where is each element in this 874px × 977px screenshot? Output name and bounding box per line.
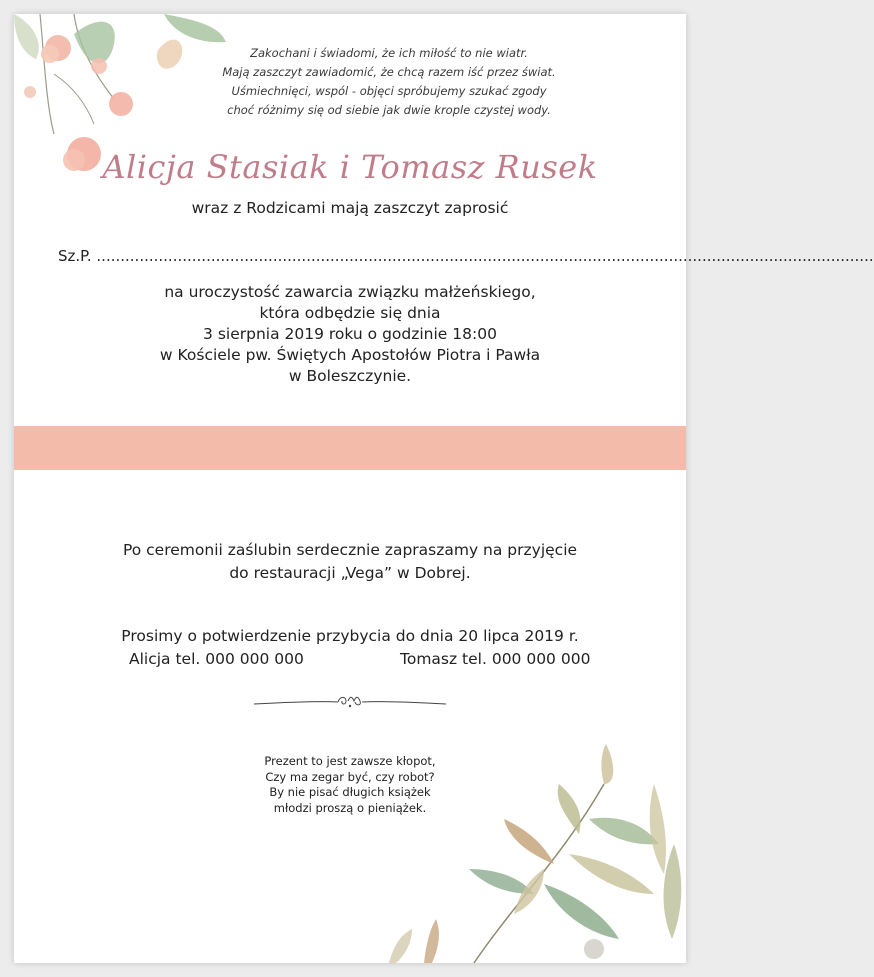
poem-line: choć różnimy się od siebie jak dwie krople czystej wody. (227, 103, 551, 117)
poem-line: Uśmiechnięci, wspól - objęci spróbujemy szukać zgody (231, 84, 547, 98)
poem-line: By nie pisać długich książek (269, 785, 431, 799)
ornament-divider-icon (252, 692, 448, 712)
ceremony-line: na uroczystość zawarcia związku małżeńskiego, (164, 283, 536, 301)
poem-line: Czy ma zegar być, czy robot? (265, 769, 435, 784)
pink-divider-band (14, 426, 686, 470)
bride-phone: Alicja tel. 000 000 000 (129, 650, 304, 668)
reception-details (14, 539, 686, 585)
poem-line: młodzi proszą o pieniążek. (273, 800, 427, 815)
invitation-card (14, 14, 874, 963)
top-poem (124, 44, 654, 120)
ceremony-line: która odbędzie się dnia (259, 304, 441, 322)
rsvp-line: Prosimy o potwierdzenie przybycia do dnia 20 lipca 2019 r. (121, 627, 579, 645)
reception-line: Po ceremonii zaślubin serdecznie zapraszamy na przyjęcie (122, 541, 578, 559)
ceremony-line: w Boleszczynie. (288, 367, 412, 385)
poem-line: Zakochani i świadomi, że ich miłość to nie wiatr. (250, 46, 528, 60)
groom-phone: Tomasz tel. 000 000 000 (400, 650, 591, 668)
reception-line: do restauracji „Vega” w Dobrej. (229, 564, 471, 582)
poem-line: Mają zaszczyt zawiadomić, że chcą razem iść przez świat. (222, 65, 556, 79)
ceremony-line: w Kościele pw. Świętych Apostołów Piotra i Pawła (159, 346, 541, 364)
invite-line: wraz z Rodzicami mają zaszczyt zaprosić (191, 199, 509, 217)
leaf-corner-decoration (354, 744, 686, 963)
guest-name-line: Sz.P. ................................................................................................................................................................... (58, 247, 874, 265)
ceremony-line: 3 sierpnia 2019 roku o godzinie 18:00 (203, 325, 497, 343)
couple-names: Alicja Stasiak i Tomasz Rusek (102, 148, 598, 186)
ceremony-details (14, 282, 686, 387)
poem-line: Prezent to jest zawsze kłopot, (264, 754, 436, 768)
